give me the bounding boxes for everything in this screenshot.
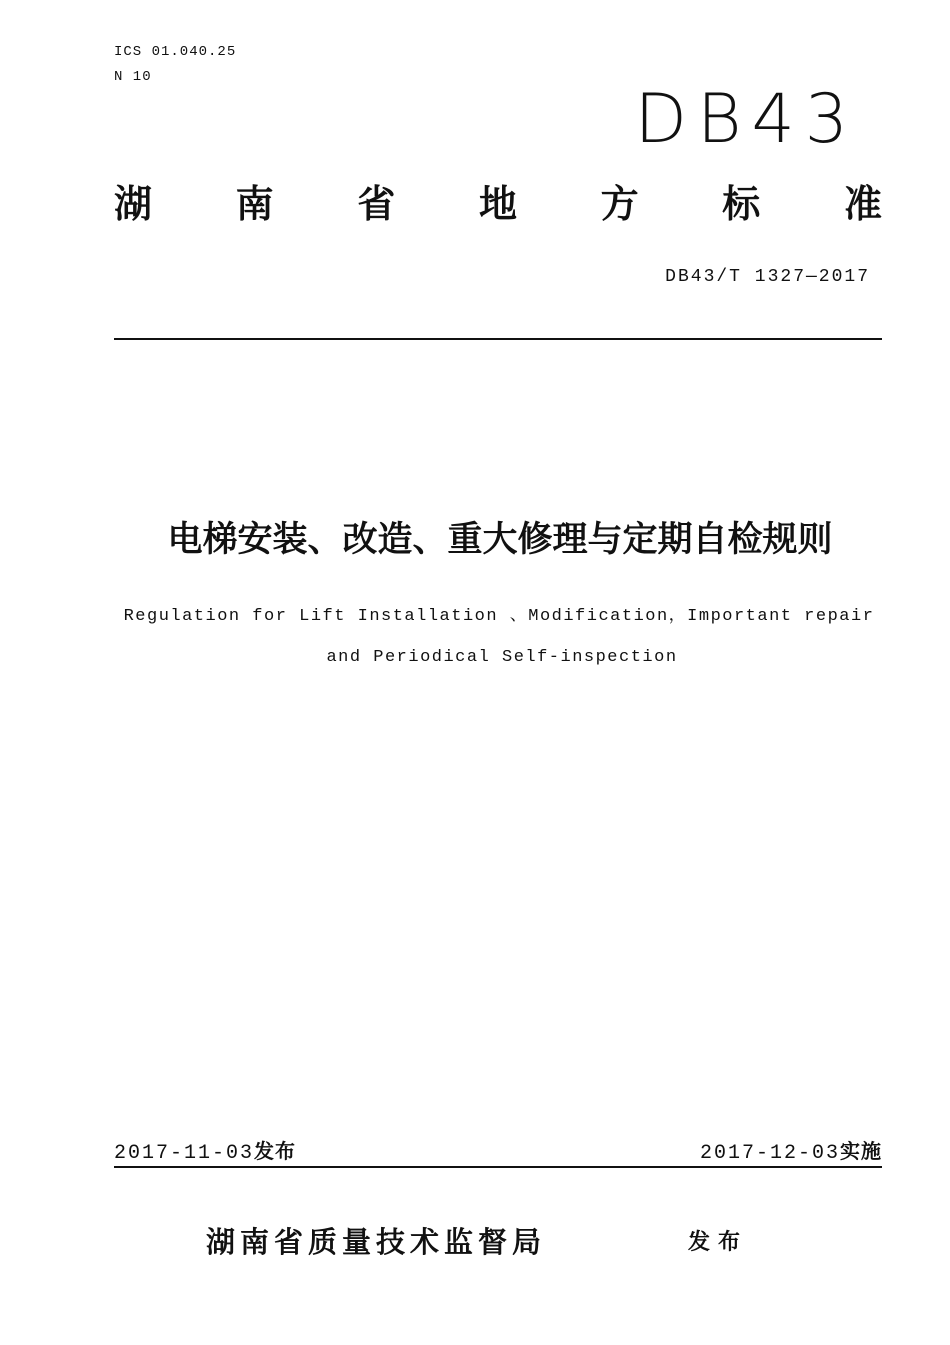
ics-code: ICS 01.040.25	[114, 44, 237, 60]
issue-date-value: 2017-11-03	[114, 1142, 255, 1165]
issue-date	[114, 1135, 296, 1165]
effective-date-value: 2017-12-03	[699, 1142, 840, 1165]
title-english-line-2: and Periodical Self-inspection	[326, 648, 678, 667]
standard-type	[114, 180, 882, 228]
issuer-action: 发布	[688, 1230, 749, 1255]
title-chinese: 电梯安装、改造、重大修理与定期自检规则	[167, 520, 833, 560]
standard-type-char: 省	[357, 182, 396, 226]
standard-type-char: 标	[722, 182, 761, 226]
standard-type-char: 方	[600, 182, 639, 226]
issuer-name: 湖南省质量技术监督局	[206, 1225, 547, 1259]
standard-number: DB43/T 1327—2017	[665, 267, 870, 287]
header-divider	[114, 338, 882, 340]
standard-type-char: 地	[478, 182, 517, 226]
ccs-code: N 10	[114, 69, 152, 85]
footer-divider	[114, 1166, 882, 1168]
effective-date	[700, 1135, 882, 1165]
standard-type-char: 南	[235, 182, 274, 226]
standard-type-char: 准	[843, 182, 882, 226]
standard-type-char: 湖	[114, 182, 153, 226]
issue-date-label: 发布	[254, 1139, 297, 1163]
effective-date-label: 实施	[840, 1139, 882, 1163]
title-english-line-1: Regulation for Lift Installation 、Modification，Important repair	[123, 607, 875, 626]
standard-logo: DB43	[634, 80, 858, 159]
